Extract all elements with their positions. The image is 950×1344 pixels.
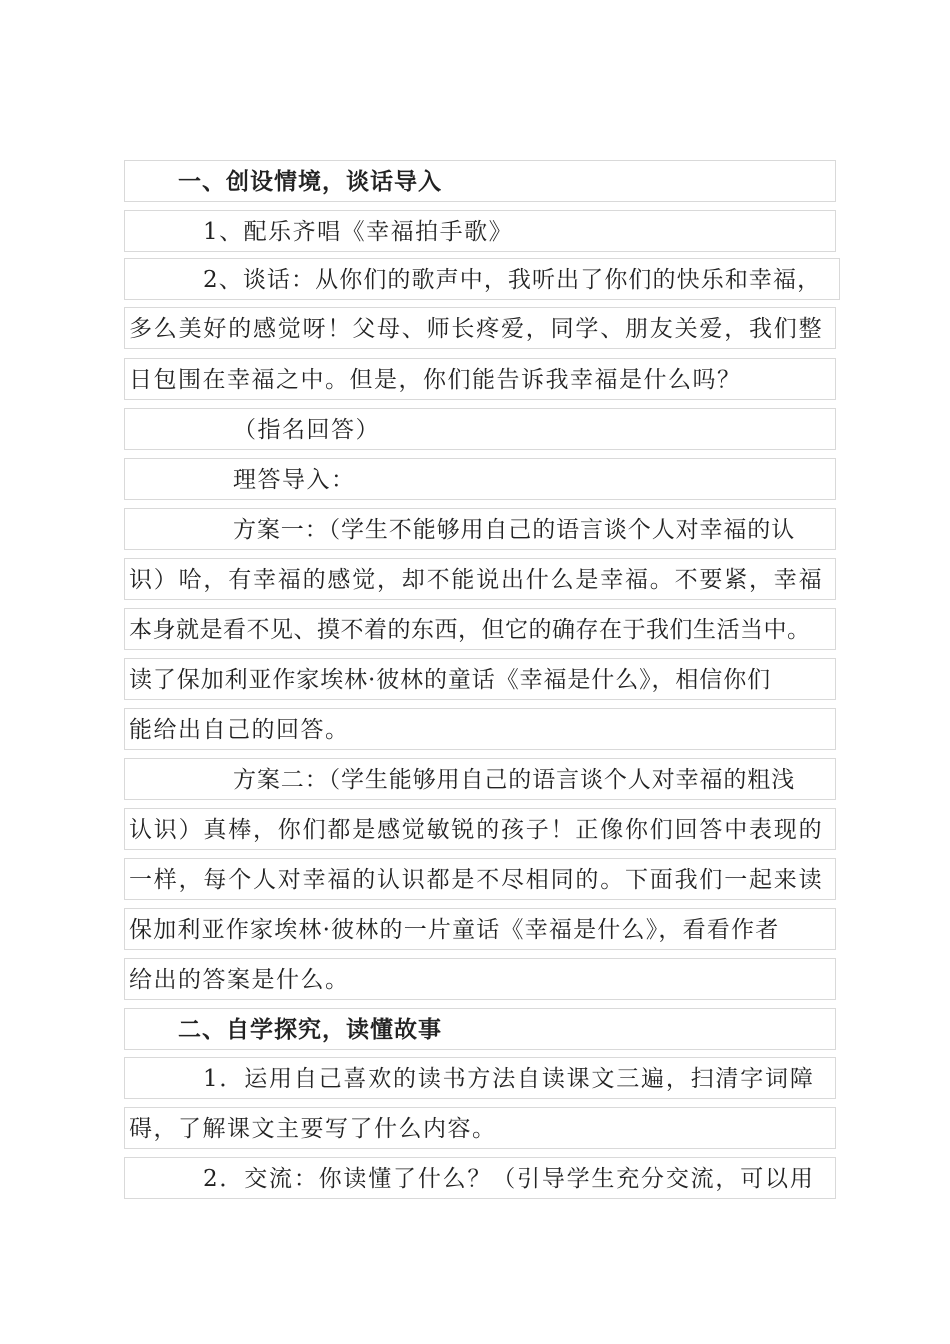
text-row <box>124 307 836 349</box>
paragraph-line: 识）哈，有幸福的感觉，却不能说出什么是幸福。不要紧，幸福 <box>129 567 824 593</box>
paragraph-line: 一样，每个人对幸福的认识都是不尽相同的。下面我们一起来读 <box>129 867 824 893</box>
text-row <box>124 708 836 750</box>
paragraph-line: 保加利亚作家埃林·彼林的一片童话《幸福是什么》，看看作者 <box>129 917 780 943</box>
paragraph-line: 日包围在幸福之中。但是，你们能告诉我幸福是什么吗？ <box>129 367 742 393</box>
section-heading: 一、创设情境，谈话导入 <box>178 169 442 195</box>
text-row <box>124 608 836 650</box>
paragraph-line: 能给出自己的回答。 <box>129 717 350 743</box>
paragraph-line: （指名回答） <box>233 417 380 443</box>
paragraph-line: 认识）真棒，你们都是感觉敏锐的孩子！正像你们回答中表现的 <box>129 817 824 843</box>
paragraph-line: 理答导入： <box>233 467 356 493</box>
paragraph-line: 碍，了解课文主要写了什么内容。 <box>129 1116 497 1142</box>
text-row <box>124 258 840 300</box>
paragraph-line: 本身就是看不见、摸不着的东西，但它的确存在于我们生活当中。 <box>129 617 811 643</box>
text-row <box>124 358 836 400</box>
paragraph-line: 2．交流：你读懂了什么？（引导学生充分交流，可以用 <box>203 1166 815 1192</box>
text-row <box>124 508 836 550</box>
paragraph-line: 1．运用自己喜欢的读书方法自读课文三遍，扫清字词障 <box>203 1066 815 1092</box>
paragraph-line: 方案一：（学生不能够用自己的语言谈个人对幸福的认 <box>233 517 796 543</box>
text-row <box>124 1057 836 1099</box>
paragraph-line: 多么美好的感觉呀！父母、师长疼爱，同学、朋友关爱，我们整 <box>129 316 824 342</box>
text-row <box>124 758 836 800</box>
paragraph-line: 2、谈话：从你们的歌声中，我听出了你们的快乐和幸福， <box>203 267 822 293</box>
text-row <box>124 1107 836 1149</box>
text-row <box>124 1157 836 1199</box>
text-row <box>124 858 836 900</box>
paragraph-line: 给出的答案是什么。 <box>129 967 350 993</box>
text-row <box>124 658 836 700</box>
text-row <box>124 458 836 500</box>
text-row <box>124 808 836 850</box>
text-row <box>124 210 836 252</box>
paragraph-line: 读了保加利亚作家埃林·彼林的童话《幸福是什么》，相信你们 <box>129 667 772 693</box>
heading-row <box>124 160 836 202</box>
paragraph-line: 1、配乐齐唱《幸福拍手歌》 <box>203 219 514 245</box>
text-row <box>124 958 836 1000</box>
heading-row <box>124 1008 836 1050</box>
text-row <box>124 908 836 950</box>
text-row <box>124 408 836 450</box>
paragraph-line: 方案二：（学生能够用自己的语言谈个人对幸福的粗浅 <box>233 767 796 793</box>
section-heading: 二、自学探究，读懂故事 <box>178 1017 442 1043</box>
text-row <box>124 558 836 600</box>
